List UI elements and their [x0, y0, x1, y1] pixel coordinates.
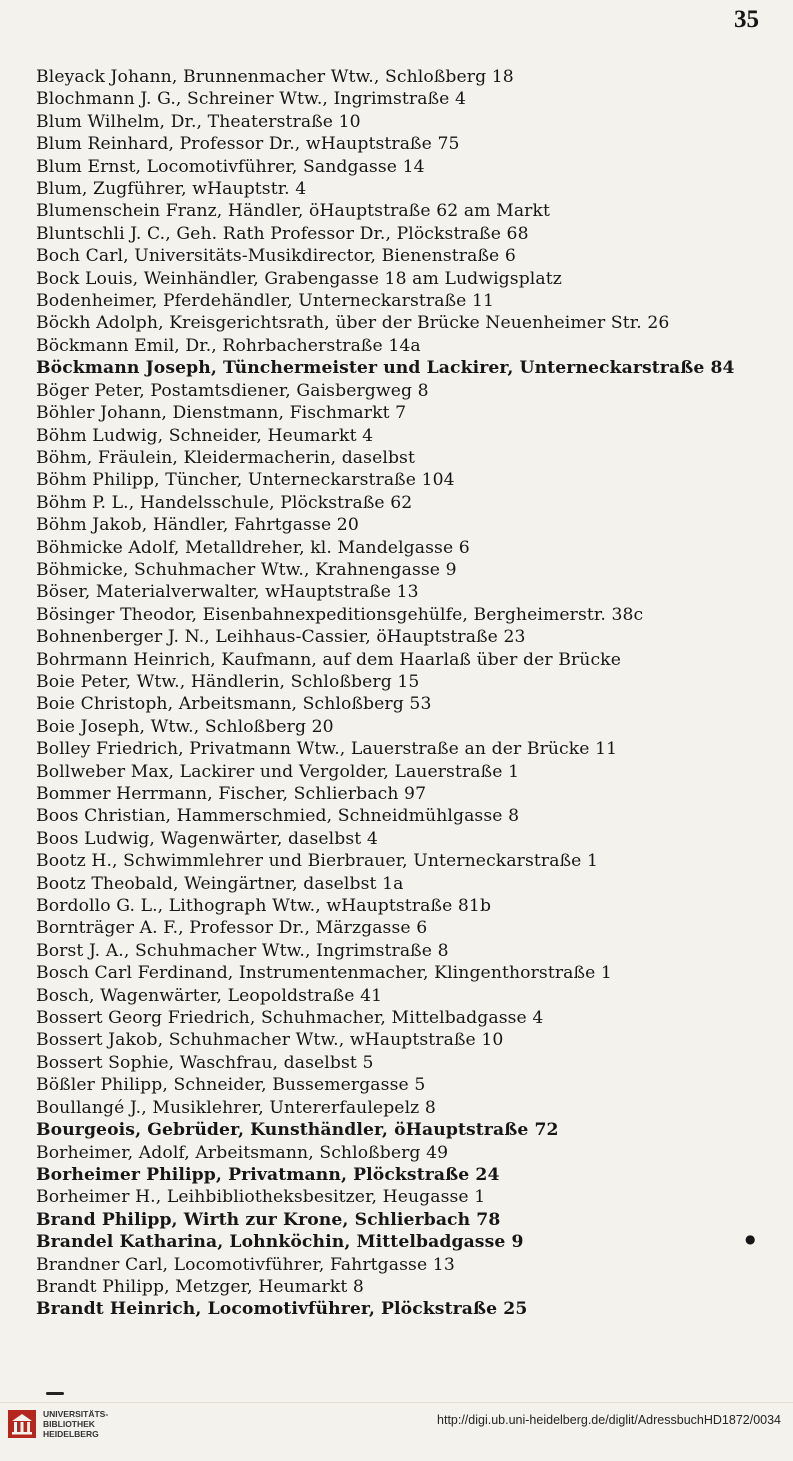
directory-entry: Brandel Katharina, Lohnköchin, Mittelbadgasse 9 [36, 1232, 524, 1253]
directory-entry: Böhmicke Adolf, Metalldreher, kl. Mandelgasse 6 [36, 537, 470, 558]
directory-entry: Boie Joseph, Wtw., Schloßberg 20 [36, 716, 334, 737]
bullet-mark: ● [745, 1232, 756, 1246]
directory-entry: Bohrmann Heinrich, Kaufmann, auf dem Haarlaß über der Brücke [36, 649, 621, 670]
directory-entry: Bolley Friedrich, Privatmann Wtw., Lauerstraße an der Brücke 11 [36, 739, 618, 760]
directory-entry: Bootz Theobald, Weingärtner, daselbst 1a [36, 873, 404, 894]
directory-entry: Blum Wilhelm, Dr., Theaterstraße 10 [36, 111, 361, 132]
directory-entry: Brandt Heinrich, Locomotivführer, Plöckstraße 25 [36, 1299, 528, 1320]
directory-entry: Boos Ludwig, Wagenwärter, daselbst 4 [36, 828, 378, 849]
directory-entry: Böckmann Emil, Dr., Rohrbacherstraße 14a [36, 335, 421, 356]
directory-entry: Borst J. A., Schuhmacher Wtw., Ingrimstraße 8 [36, 940, 449, 961]
directory-entry: Brandt Philipp, Metzger, Heumarkt 8 [36, 1276, 364, 1297]
directory-entry: Böhm Jakob, Händler, Fahrtgasse 20 [36, 515, 359, 536]
directory-entry: Bordollo G. L., Lithograph Wtw., wHauptstraße 81b [36, 896, 492, 917]
directory-entry: Bößler Philipp, Schneider, Bussemergasse 5 [36, 1075, 426, 1096]
directory-entry: Boie Christoph, Arbeitsmann, Schloßberg 53 [36, 694, 432, 715]
directory-entry: Boullangé J., Musiklehrer, Untererfaulepelz 8 [36, 1097, 436, 1118]
directory-entry: Bösinger Theodor, Eisenbahnexpeditionsgehülfe, Bergheimerstr. 38c [36, 604, 644, 625]
directory-entry: Bodenheimer, Pferdehändler, Unterneckarstraße 11 [36, 291, 495, 312]
directory-entry: Bock Louis, Weinhändler, Grabengasse 18 am Ludwigsplatz [36, 268, 562, 289]
directory-entry: Böckmann Joseph, Tünchermeister und Lackirer, Unterneckarstraße 84 [36, 358, 735, 379]
directory-entry: Bornträger A. F., Professor Dr., Märzgasse 6 [36, 918, 428, 939]
dash-mark [46, 1392, 64, 1395]
directory-entry: Bosch, Wagenwärter, Leopoldstraße 41 [36, 985, 383, 1006]
directory-entry: Boie Peter, Wtw., Händlerin, Schloßberg 15 [36, 671, 420, 692]
library-logo-text [43, 1409, 108, 1439]
directory-entry: Blochmann J. G., Schreiner Wtw., Ingrimstraße 4 [36, 89, 467, 110]
directory-entry: Bossert Sophie, Waschfrau, daselbst 5 [36, 1052, 374, 1073]
directory-entry: Bossert Jakob, Schuhmacher Wtw., wHauptstraße 10 [36, 1030, 504, 1051]
directory-entry: Bohnenberger J. N., Leihhaus-Cassier, öHauptstraße 23 [36, 627, 526, 648]
logo-line: UNIVERSITÄTS- [43, 1409, 109, 1419]
directory-entry: Boos Christian, Hammerschmied, Schneidmühlgasse 8 [36, 806, 520, 827]
directory-entry: Böckh Adolph, Kreisgerichtsrath, über der Brücke Neuenheimer Str. 26 [36, 313, 670, 334]
directory-entry: Bossert Georg Friedrich, Schuhmacher, Mittelbadgasse 4 [36, 1008, 544, 1029]
source-url-link[interactable]: http://digi.ub.uni-heidelberg.de/diglit/AdressbuchHD1872/0034 [437, 1413, 781, 1427]
directory-entry: Brand Philipp, Wirth zur Krone, Schlierbach 78 [36, 1209, 501, 1230]
directory-entry: Bosch Carl Ferdinand, Instrumentenmacher, Klingenthorstraße 1 [36, 963, 612, 984]
directory-entry: Böger Peter, Postamtsdiener, Gaisbergweg 8 [36, 380, 429, 401]
directory-entry: Borheimer, Adolf, Arbeitsmann, Schloßberg 49 [36, 1142, 449, 1163]
library-logo[interactable] [8, 1409, 108, 1439]
logo-line: HEIDELBERG [43, 1429, 99, 1439]
directory-entry: Böhmicke, Schuhmacher Wtw., Krahnengasse 9 [36, 559, 457, 580]
directory-entry: Bleyack Johann, Brunnenmacher Wtw., Schloßberg 18 [36, 67, 514, 87]
directory-entry: Blum Reinhard, Professor Dr., wHauptstraße 75 [36, 134, 460, 155]
directory-entry: Blum Ernst, Locomotivführer, Sandgasse 14 [36, 156, 425, 177]
library-emblem-icon [8, 1410, 36, 1438]
directory-entry: Borheimer H., Leihbibliotheksbesitzer, Heugasse 1 [36, 1187, 486, 1208]
directory-entry: Böser, Materialverwalter, wHauptstraße 13 [36, 582, 419, 603]
directory-entry: Böhm, Fräulein, Kleidermacherin, daselbst [36, 447, 415, 468]
directory-entry: Bollweber Max, Lackirer und Vergolder, Lauerstraße 1 [36, 761, 520, 782]
directory-entry: Böhm Philipp, Tüncher, Unterneckarstraße 104 [36, 470, 455, 491]
directory-entry: Blumenschein Franz, Händler, öHauptstraße 62 am Markt [36, 201, 551, 222]
directory-entry: Böhm P. L., Handelsschule, Plöckstraße 62 [36, 492, 413, 513]
directory-entry: Boch Carl, Universitäts-Musikdirector, Bienenstraße 6 [36, 246, 516, 267]
logo-line: BIBLIOTHEK [43, 1419, 95, 1429]
directory-entry: Böhm Ludwig, Schneider, Heumarkt 4 [36, 425, 374, 446]
page-number: 35 [734, 6, 759, 33]
directory-entry: Bootz H., Schwimmlehrer und Bierbrauer, Unterneckarstraße 1 [36, 851, 599, 872]
directory-entry: Böhler Johann, Dienstmann, Fischmarkt 7 [36, 403, 407, 424]
directory-entry-list [36, 66, 775, 1321]
directory-entry: Bourgeois, Gebrüder, Kunsthändler, öHauptstraße 72 [36, 1120, 559, 1141]
directory-entry: Brandner Carl, Locomotivführer, Fahrtgasse 13 [36, 1254, 455, 1275]
directory-entry: Blum, Zugführer, wHauptstr. 4 [36, 179, 307, 200]
directory-entry: Bommer Herrmann, Fischer, Schlierbach 97 [36, 784, 427, 804]
directory-entry: Borheimer Philipp, Privatmann, Plöckstraße 24 [36, 1164, 500, 1185]
footer-bar [0, 1402, 793, 1461]
directory-entry: Bluntschli J. C., Geh. Rath Professor Dr., Plöckstraße 68 [36, 223, 529, 244]
